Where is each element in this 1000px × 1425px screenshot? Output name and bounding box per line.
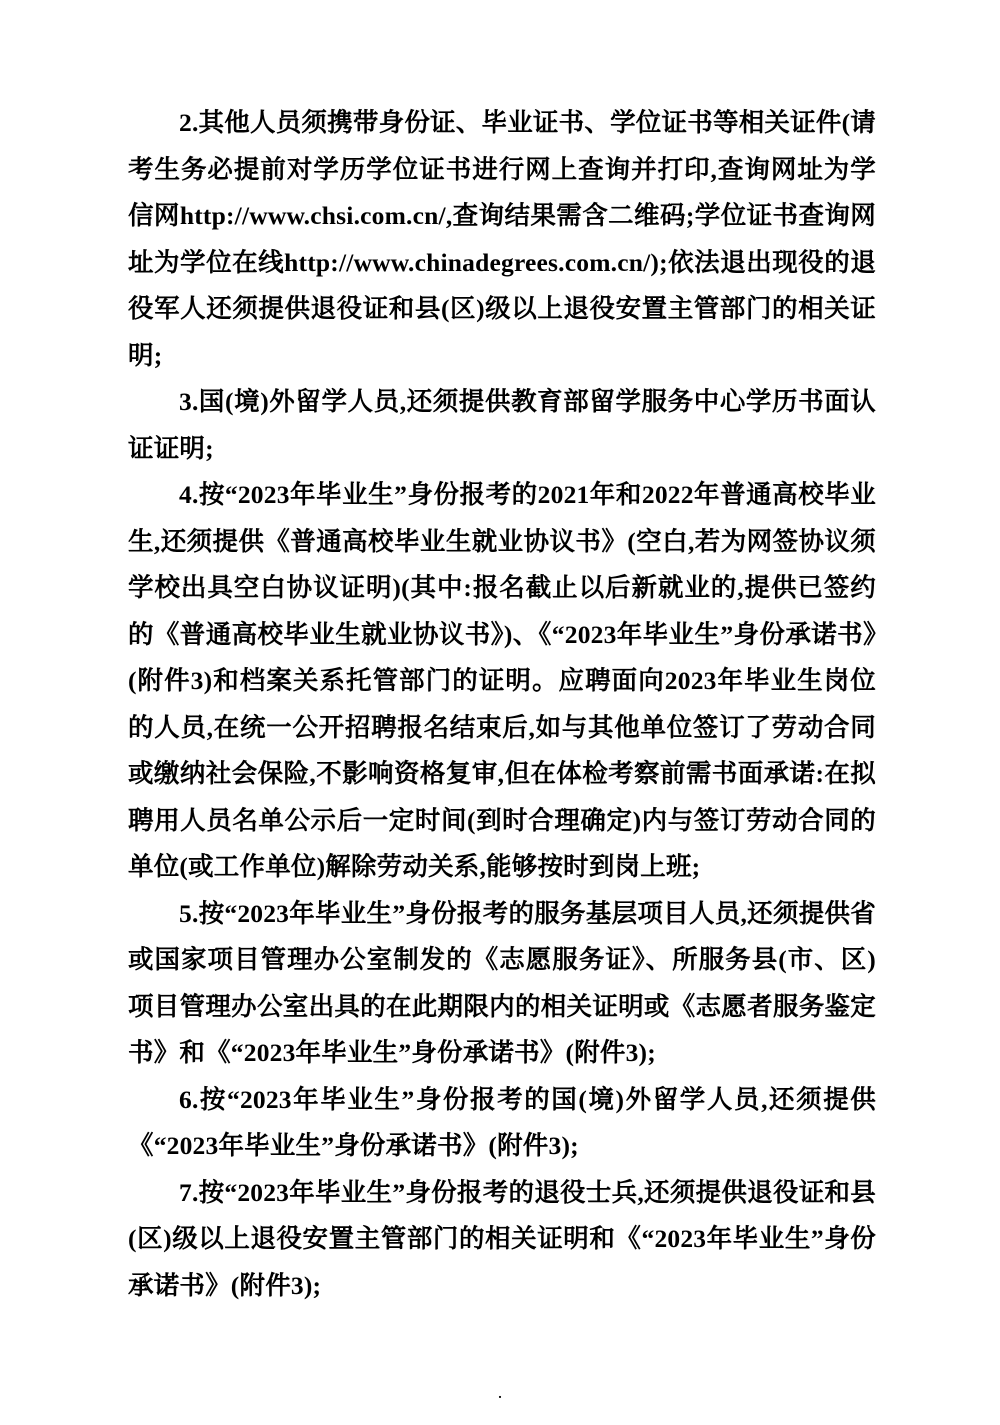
page-footer-mark: . [497, 1382, 503, 1402]
paragraph-7: 7.按“2023年毕业生”身份报考的退役士兵,还须提供退役证和县(区)级以上退役安置主管部门的相关证明和《“2023年毕业生”身份承诺书》(附件3); [128, 1177, 876, 1300]
paragraph-2: 2.其他人员须携带身份证、毕业证书、学位证书等相关证件(请考生务必提前对学历学位证书进行网上查询并打印,查询网址为学信网http://www.chsi.com.cn/,查询结果需含二维码;学位证书查询网址为学位在线http://www.chinadegrees.com.cn/);依法退出现役的退役军人还须提供退役证和县(区)级以上退役安置主管部门的相关证明; [128, 108, 876, 370]
paragraph-6: 6.按“2023年毕业生”身份报考的国(境)外留学人员,还须提供《“2023年毕业生”身份承诺书》(附件3); [128, 1084, 876, 1160]
paragraph-5: 5.按“2023年毕业生”身份报考的服务基层项目人员,还须提供省或国家项目管理办公室制发的《志愿服务证》、所服务县(市、区)项目管理办公室出具的在此期限内的相关证明或《志愿者服务鉴定书》和《“2023年毕业生”身份承诺书》(附件3); [128, 898, 876, 1067]
paragraph-3: 3.国(境)外留学人员,还须提供教育部留学服务中心学历书面认证证明; [128, 387, 876, 463]
document-body [128, 100, 876, 1309]
paragraph-4: 4.按“2023年毕业生”身份报考的2021年和2022年普通高校毕业生,还须提供《普通高校毕业生就业协议书》(空白,若为网签协议须学校出具空白协议证明)(其中:报名截止以后新就业的,提供已签约的《普通高校毕业生就业协议书》)、《“2023年毕业生”身份承诺书》(附件3)和档案关系托管部门的证明。应聘面向2023年毕业生岗位的人员,在统一公开招聘报名结束后,如与其他单位签订了劳动合同或缴纳社会保险,不影响资格复审,但在体检考察前需书面承诺:在拟聘用人员名单公示后一定时间(到时合理确定)内与签订劳动合同的单位(或工作单位)解除劳动关系,能够按时到岗上班; [128, 480, 876, 881]
